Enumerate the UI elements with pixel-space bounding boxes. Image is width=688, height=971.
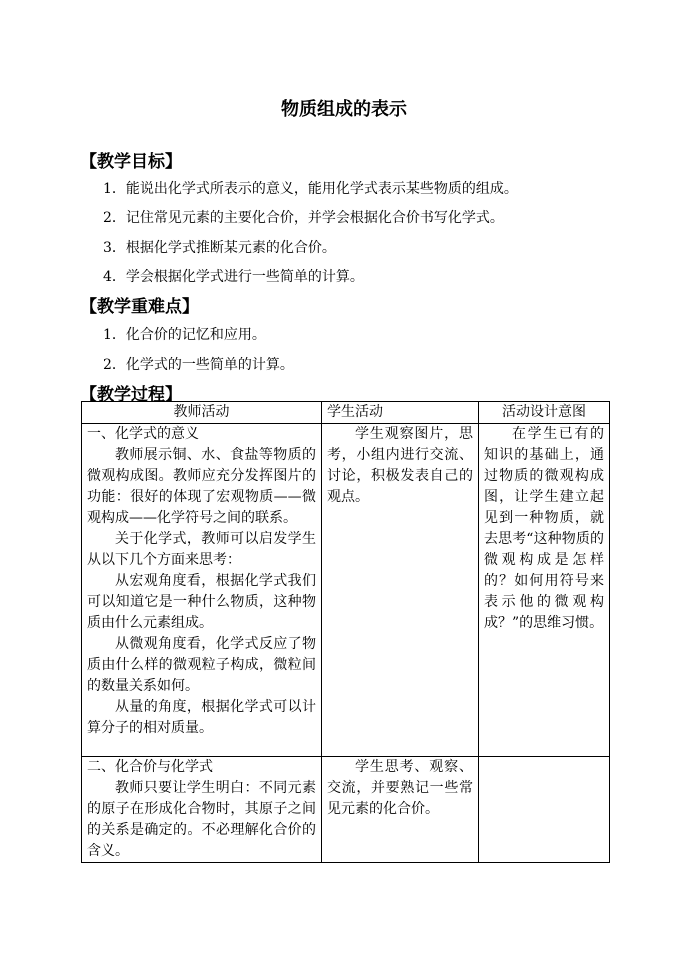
student-activity-cell (322, 757, 479, 863)
paragraph: 学生思考、观察、交流，并要熟记一些常见元素的化合价。 (327, 759, 473, 817)
key-point-item: 1．化合价的记忆和应用。 (103, 327, 266, 343)
document-title: 物质组成的表示 (281, 99, 407, 120)
design-purpose-cell (479, 424, 610, 757)
paragraph: 教师展示铜、水、食盐等物质的微观构成图。教师应充分发挥图片的功能：很好的体现了宏观物质——微观构成——化学符号之间的联系。 (87, 447, 316, 526)
teacher-activity-cell (82, 757, 322, 863)
column-header-student: 学生活动 (322, 402, 479, 424)
section-title: 二、化合价与化学式 (87, 759, 213, 775)
paragraph: 在学生已有的知识的基础上，通过物质的微观构成图，让学生建立起见到一种物质，就去思考“这种物质的微观构成是怎样的？如何用符号来表示他的微观构成？”的思维习惯。 (484, 426, 604, 631)
paragraph: 从宏观角度看，根据化学式我们可以知道它是一种什么物质，这种物质由什么元素组成。 (87, 573, 316, 631)
student-activity-cell (322, 424, 479, 757)
table-header-row (82, 402, 610, 424)
objective-item: 2．记住常见元素的主要化合价，并学会根据化合价书写化学式。 (103, 210, 504, 226)
column-header-purpose: 活动设计意图 (479, 402, 610, 424)
key-points-heading: 【教学重难点】 (80, 297, 199, 317)
paragraph: 从微观角度看，化学式反应了物质由什么样的微观粒子构成，微粒间的数量关系如何。 (87, 636, 316, 694)
objective-item: 3．根据化学式推断某元素的化合价。 (103, 240, 336, 256)
table-row (82, 424, 610, 757)
key-point-item: 2．化学式的一些简单的计算。 (103, 357, 294, 373)
objective-item: 1．能说出化学式所表示的意义，能用化学式表示某些物质的组成。 (103, 181, 518, 197)
table-row (82, 757, 610, 863)
paragraph: 关于化学式，教师可以启发学生从以下几个方面来思考： (87, 531, 316, 568)
objective-item: 4．学会根据化学式进行一些简单的计算。 (103, 269, 364, 285)
section-title: 一、化学式的意义 (87, 426, 199, 442)
process-heading: 【教学过程】 (80, 385, 182, 405)
column-header-teacher: 教师活动 (82, 402, 322, 424)
teaching-process-table (81, 401, 610, 863)
paragraph: 教师只要让学生明白：不同元素的原子在形成化合物时，其原子之间的关系是确定的。不必理解化合价的含义。 (87, 780, 316, 859)
paragraph: 从量的角度，根据化学式可以计算分子的相对质量。 (87, 699, 316, 736)
objectives-heading: 【教学目标】 (80, 152, 182, 172)
teacher-activity-cell (82, 424, 322, 757)
paragraph: 学生观察图片，思考，小组内进行交流、讨论，积极发表自己的观点。 (327, 426, 473, 505)
design-purpose-cell (479, 757, 610, 863)
